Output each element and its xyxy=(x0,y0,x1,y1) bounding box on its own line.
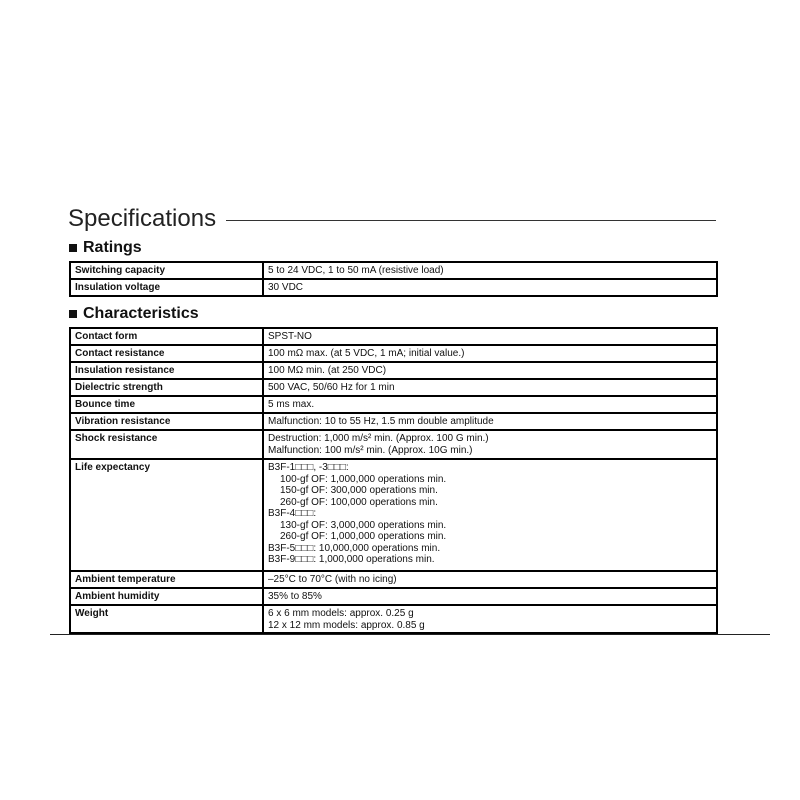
table-row xyxy=(70,396,717,413)
row-label: Insulation voltage xyxy=(70,279,263,296)
row-value xyxy=(263,345,717,362)
row-label: Insulation resistance xyxy=(70,362,263,379)
row-value xyxy=(263,430,717,459)
value-line: 5 to 24 VDC, 1 to 50 mA (resistive load) xyxy=(268,265,444,276)
table-row xyxy=(70,605,717,633)
table-row xyxy=(70,571,717,588)
row-value xyxy=(263,413,717,430)
row-value xyxy=(263,459,717,571)
table-row xyxy=(70,279,717,296)
characteristics-heading-text: Characteristics xyxy=(83,305,199,322)
page-title: Specifications xyxy=(68,205,217,232)
row-label: Weight xyxy=(70,605,263,633)
characteristics-table xyxy=(69,327,718,634)
row-label: Dielectric strength xyxy=(70,379,263,396)
table-row xyxy=(70,588,717,605)
value-line: Malfunction: 100 m/s² min. (Approx. 10G min.) xyxy=(268,444,473,456)
row-value xyxy=(263,379,717,396)
row-value xyxy=(263,262,717,279)
value-line: 12 x 12 mm models: approx. 0.85 g xyxy=(268,619,425,631)
value-line: 260-gf OF: 1,000,000 operations min. xyxy=(280,531,447,542)
ratings-heading xyxy=(69,239,142,257)
page-title-bar xyxy=(68,203,716,235)
value-line: B3F-1□□□, -3□□□: xyxy=(268,462,349,473)
table-row xyxy=(70,379,717,396)
row-label: Ambient humidity xyxy=(70,588,263,605)
ratings-heading-text: Ratings xyxy=(83,239,142,256)
title-divider xyxy=(226,220,716,221)
row-label: Life expectancy xyxy=(70,459,263,571)
table-row xyxy=(70,459,717,571)
value-line: 150-gf OF: 300,000 operations min. xyxy=(280,485,438,496)
value-line: B3F-5□□□: 10,000,000 operations min. xyxy=(268,542,441,554)
row-label: Contact resistance xyxy=(70,345,263,362)
value-line: Destruction: 1,000 m/s² min. (Approx. 100 G min.) xyxy=(268,433,489,444)
bottom-divider xyxy=(50,634,770,635)
value-line: B3F-9□□□: 1,000,000 operations min. xyxy=(268,554,435,565)
value-line: 100-gf OF: 1,000,000 operations min. xyxy=(280,473,447,485)
table-row xyxy=(70,413,717,430)
square-bullet-icon xyxy=(69,310,77,318)
row-label: Shock resistance xyxy=(70,430,263,459)
ratings-table xyxy=(69,261,718,297)
value-line: 35% to 85% xyxy=(268,591,322,602)
row-label: Contact form xyxy=(70,328,263,345)
value-line: SPST-NO xyxy=(268,331,312,342)
value-line: Malfunction: 10 to 55 Hz, 1.5 mm double amplitude xyxy=(268,416,494,427)
table-row xyxy=(70,362,717,379)
row-label: Vibration resistance xyxy=(70,413,263,430)
value-line: 130-gf OF: 3,000,000 operations min. xyxy=(280,519,447,531)
row-value xyxy=(263,588,717,605)
value-line: 30 VDC xyxy=(268,282,304,293)
value-line: 100 MΩ min. (at 250 VDC) xyxy=(268,365,387,376)
row-value xyxy=(263,605,717,633)
row-value xyxy=(263,279,717,296)
value-line: 500 VAC, 50/60 Hz for 1 min xyxy=(268,382,395,393)
value-line: 6 x 6 mm models: approx. 0.25 g xyxy=(268,608,414,619)
square-bullet-icon xyxy=(69,244,77,252)
value-line: 5 ms max. xyxy=(268,399,315,410)
characteristics-heading xyxy=(69,305,199,323)
value-line: 100 mΩ max. (at 5 VDC, 1 mA; initial value.) xyxy=(268,348,465,359)
table-row xyxy=(70,262,717,279)
row-label: Bounce time xyxy=(70,396,263,413)
row-value xyxy=(263,328,717,345)
table-row xyxy=(70,430,717,459)
value-line: B3F-4□□□: xyxy=(268,508,317,519)
table-row xyxy=(70,328,717,345)
row-label: Switching capacity xyxy=(70,262,263,279)
row-value xyxy=(263,396,717,413)
value-line: –25°C to 70°C (with no icing) xyxy=(268,574,397,585)
table-row xyxy=(70,345,717,362)
value-line: 260-gf OF: 100,000 operations min. xyxy=(280,496,438,508)
row-value xyxy=(263,571,717,588)
row-value xyxy=(263,362,717,379)
row-label: Ambient temperature xyxy=(70,571,263,588)
